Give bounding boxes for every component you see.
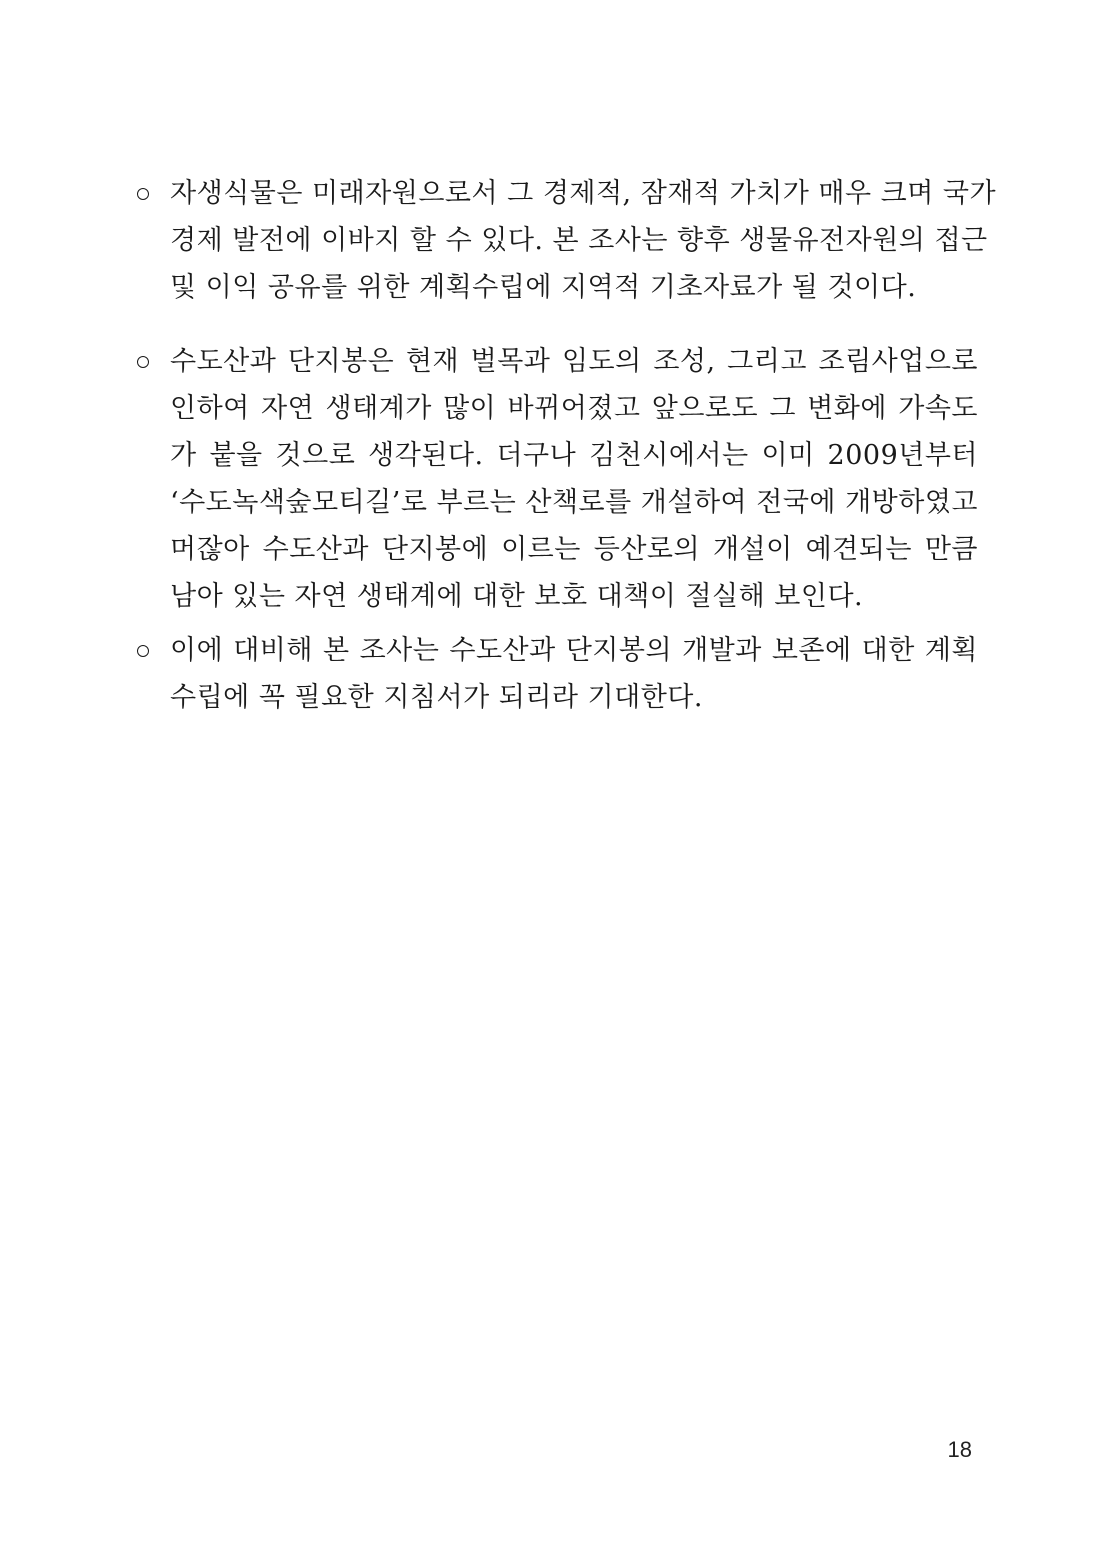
line-text: 머잖아 수도산과 단지봉에 이르는 등산로의 개설이 예견되는 만큼 xyxy=(170,534,978,565)
line-text: 가 붙을 것으로 생각된다. 더구나 김천시에서는 이미 2009년부터 xyxy=(170,440,978,471)
paragraph-line xyxy=(128,264,978,311)
line-text: ‘수도녹색숲모티길’로 부르는 산책로를 개설하여 전국에 개방하였고 xyxy=(170,487,978,518)
paragraph-line xyxy=(128,526,978,573)
line-text: 수도산과 단지봉은 현재 벌목과 임도의 조성, 그리고 조림사업으로 xyxy=(170,346,978,377)
paragraph-line xyxy=(128,338,978,385)
line-text: 및 이익 공유를 위한 계획수립에 지역적 기초자료가 될 것이다. xyxy=(170,272,917,303)
circle-bullet-icon xyxy=(128,170,158,217)
paragraph-1 xyxy=(128,170,997,311)
paragraph-line xyxy=(128,573,978,620)
paragraph-line xyxy=(128,479,978,526)
paragraph-line xyxy=(128,217,988,264)
paragraph-line xyxy=(128,674,978,721)
circle-bullet-icon xyxy=(128,627,158,674)
paragraph-line xyxy=(128,432,978,479)
paragraph-2 xyxy=(128,338,978,620)
line-text: 자생식물은 미래자원으로서 그 경제적, 잠재적 가치가 매우 크며 국가 xyxy=(170,178,997,209)
page-number: 18 xyxy=(947,1437,972,1462)
paragraph-line xyxy=(128,627,978,674)
circle-bullet-icon xyxy=(128,338,158,385)
line-text: 수립에 꼭 필요한 지침서가 되리라 기대한다. xyxy=(170,682,703,713)
paragraph-3 xyxy=(128,627,978,721)
line-text: 경제 발전에 이바지 할 수 있다. 본 조사는 향후 생물유전자원의 접근 xyxy=(170,225,988,256)
paragraph-line xyxy=(128,170,997,217)
line-text: 남아 있는 자연 생태계에 대한 보호 대책이 절실해 보인다. xyxy=(170,581,864,612)
line-text: 이에 대비해 본 조사는 수도산과 단지봉의 개발과 보존에 대한 계획 xyxy=(170,635,978,666)
line-text: 인하여 자연 생태계가 많이 바뀌어졌고 앞으로도 그 변화에 가속도 xyxy=(170,393,978,424)
paragraph-line xyxy=(128,385,978,432)
